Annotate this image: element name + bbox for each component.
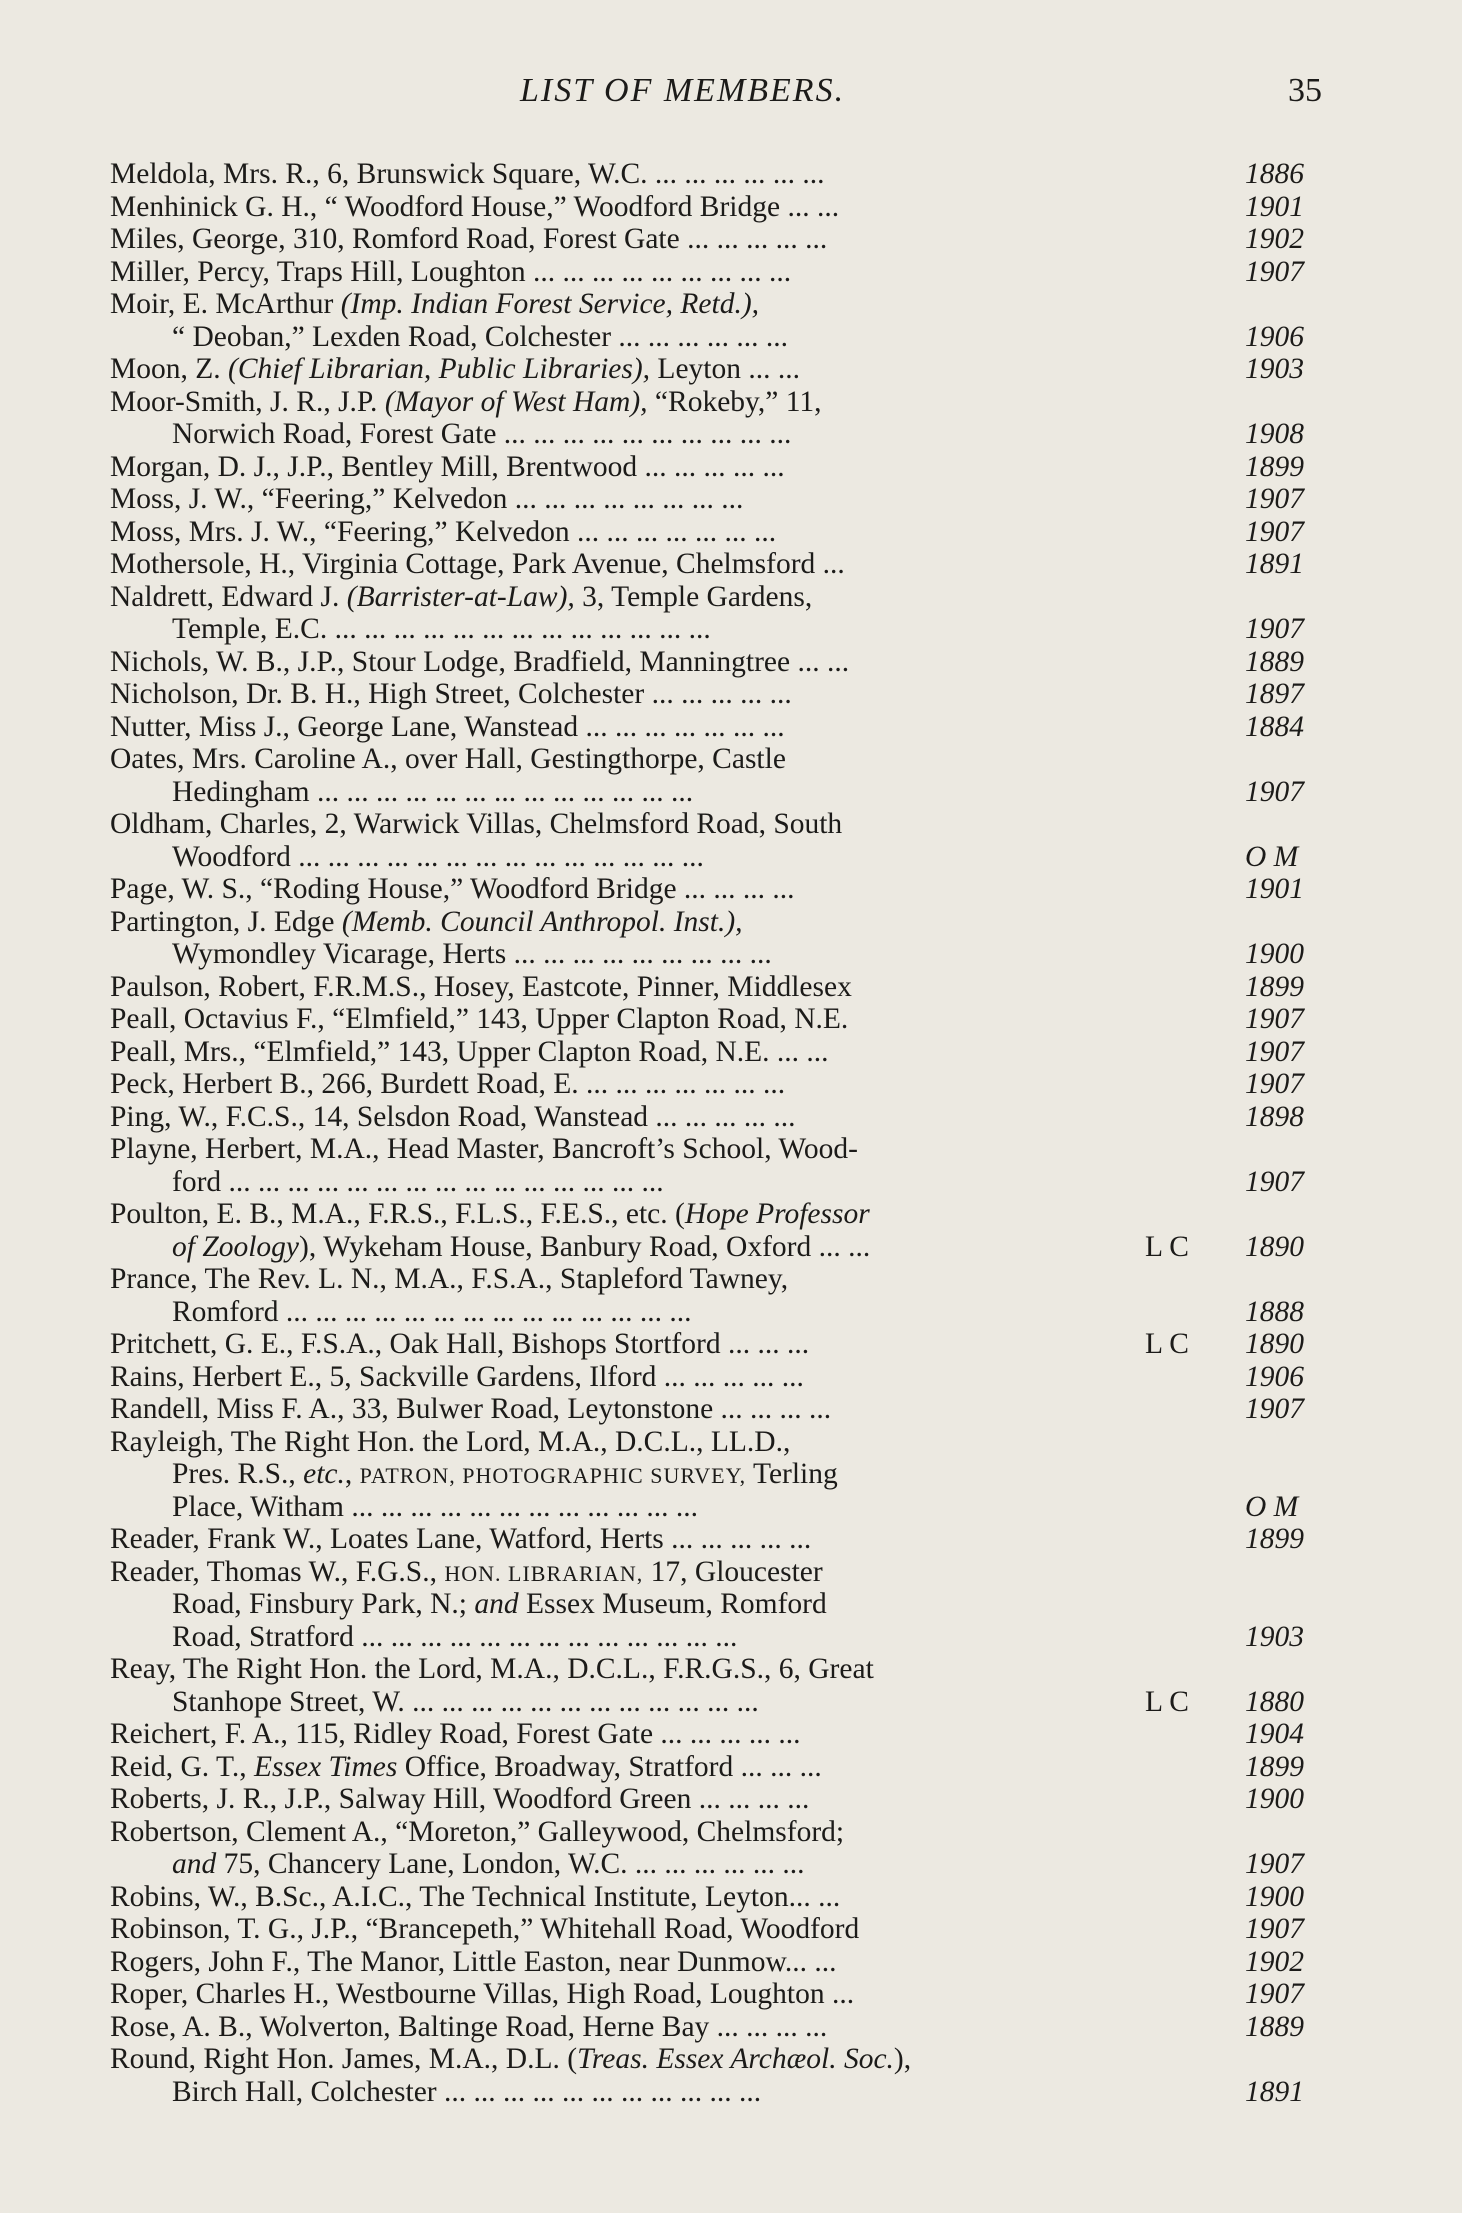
text-segment: Wymondley Vicarage, Herts ... ... ... ... ... ... ... ... ... (172, 938, 772, 970)
member-address-line (110, 321, 1125, 354)
text-segment: Partington, J. Edge (110, 905, 342, 938)
member-entry (110, 223, 1370, 256)
member-entry (110, 191, 1370, 224)
text-segment: Moss, Mrs. J. W., “Feering,” Kelvedon ... ... ... ... ... ... ... (110, 515, 777, 548)
member-year: 1907 (1245, 1393, 1304, 1425)
text-segment: Hedingham ... ... ... ... ... ... ... ... ... ... ... ... ... (172, 775, 694, 808)
text-segment: Miles, George, 310, Romford Road, Forest Gate ... ... ... ... ... (110, 223, 828, 255)
member-entry (110, 1653, 1370, 1718)
member-year: 1901 (1245, 190, 1304, 223)
member-address-line (110, 418, 1125, 451)
member-entry (110, 1523, 1370, 1556)
member-year: 1890 (1245, 1328, 1304, 1360)
member-entry (110, 2043, 1370, 2108)
text-segment: Nutter, Miss J., George Lane, Wanstead ... ... ... ... ... ... ... (110, 710, 785, 743)
member-name-line (110, 353, 1125, 386)
member-class-mark (1145, 711, 1225, 744)
text-segment: Rayleigh, The Right Hon. the Lord, M.A., D.C.L., LL.D., (110, 1425, 791, 1458)
member-address-line (110, 1491, 1125, 1524)
member-address-line (110, 776, 1125, 809)
member-year: 1907 (1245, 1978, 1304, 2010)
text-segment: Nicholson, Dr. B. H., High Street, Colchester ... ... ... ... ... (110, 678, 792, 710)
member-class-mark (1145, 1783, 1225, 1816)
member-name-line (110, 2043, 1125, 2076)
member-address-line (110, 1848, 1125, 1881)
member-entry (110, 711, 1370, 744)
member-name-line (110, 1036, 1125, 1069)
member-class-mark (1145, 1913, 1225, 1946)
member-entry (110, 1426, 1370, 1524)
member-address-line (110, 2076, 1125, 2109)
member-class-mark (1145, 321, 1225, 354)
member-address-line (110, 1166, 1125, 1199)
member-name-line (110, 1426, 1125, 1459)
member-entry (110, 678, 1370, 711)
text-segment: Paulson, Robert, F.R.M.S., Hosey, Eastcote, Pinner, Middlesex (110, 970, 852, 1003)
text-segment: Birch Hall, Colchester ... ... ... ... ... ... ... ... ... ... ... (172, 2075, 762, 2108)
text-segment: (Chief Librarian, Public Libraries), (228, 353, 651, 385)
text-segment: 75, Chancery Lane, London, W.C. ... ... ... ... ... ... (216, 1848, 805, 1880)
member-year: 1891 (1245, 2075, 1304, 2108)
member-name-line (110, 2011, 1125, 2044)
text-segment: Robinson, T. G., J.P., “Brancepeth,” Whitehall Road, Woodford (110, 1913, 860, 1945)
member-year: 1903 (1245, 1620, 1304, 1653)
member-class-mark (1145, 1848, 1225, 1881)
text-segment: ), (893, 2043, 912, 2075)
text-segment: PATRON, PHOTOGRAPHIC SURVEY, (359, 1463, 747, 1488)
member-year: O M (1245, 840, 1299, 873)
member-name-line (110, 288, 1125, 321)
member-class-mark (1145, 1361, 1225, 1394)
member-year: 1886 (1245, 158, 1304, 190)
member-entry (110, 1003, 1370, 1036)
member-year: 1907 (1245, 1165, 1304, 1198)
text-segment: Mothersole, H., Virginia Cottage, Park Avenue, Chelmsford ... (110, 548, 845, 580)
member-year: 1900 (1245, 1783, 1304, 1815)
text-segment: and (172, 1848, 217, 1880)
member-year: 1900 (1245, 938, 1304, 970)
text-segment: (Memb. Council Anthropol. Inst.), (341, 905, 743, 938)
member-entry (110, 548, 1370, 581)
member-name-line (110, 1978, 1125, 2011)
member-class-mark (1145, 776, 1225, 809)
text-segment: Moss, J. W., “Feering,” Kelvedon ... ... ... ... ... ... ... ... (110, 483, 744, 515)
member-name-line (110, 873, 1125, 906)
member-entry (110, 808, 1370, 873)
member-name-line (110, 1101, 1125, 1134)
member-entry (110, 1198, 1370, 1263)
member-entry (110, 158, 1370, 191)
member-entry (110, 743, 1370, 808)
member-address-line (110, 1231, 1125, 1264)
text-segment: Place, Witham ... ... ... ... ... ... ... ... ... ... ... ... (172, 1490, 698, 1523)
text-segment: Temple, E.C. ... ... ... ... ... ... ... ... ... ... ... ... ... (172, 613, 711, 645)
member-entry (110, 906, 1370, 971)
member-class-mark (1145, 971, 1225, 1004)
member-entry (110, 971, 1370, 1004)
member-name-line (110, 678, 1125, 711)
member-year: 1907 (1245, 1848, 1304, 1880)
member-class-mark: L C (1145, 1230, 1189, 1263)
member-name-line (110, 1393, 1125, 1426)
member-year: 1899 (1245, 450, 1304, 483)
member-name-line (110, 191, 1125, 224)
member-name-line (110, 1361, 1125, 1394)
member-year: 1907 (1245, 1913, 1304, 1945)
member-class-mark (1145, 873, 1225, 906)
text-segment: Peall, Octavius F., “Elmfield,” 143, Upper Clapton Road, N.E. (110, 1003, 849, 1035)
member-class-mark (1145, 1101, 1225, 1134)
member-class-mark (1145, 1751, 1225, 1784)
member-name-line (110, 1946, 1125, 1979)
member-class-mark (1145, 1523, 1225, 1556)
member-class-mark (1145, 1978, 1225, 2011)
member-entry (110, 1556, 1370, 1654)
text-segment: Miller, Percy, Traps Hill, Loughton ... ... ... ... ... ... ... ... ... (110, 255, 792, 288)
text-segment: ford ... ... ... ... ... ... ... ... ... ... ... ... ... ... ... (172, 1165, 664, 1198)
member-year: 1897 (1245, 678, 1304, 710)
member-class-mark (1145, 1166, 1225, 1199)
member-entry (110, 1036, 1370, 1069)
member-class-mark (1145, 1491, 1225, 1524)
member-year: 1884 (1245, 710, 1304, 743)
text-segment: Norwich Road, Forest Gate ... ... ... ... ... ... ... ... ... ... (172, 418, 792, 450)
member-year: 1907 (1245, 1068, 1304, 1100)
member-class-mark (1145, 418, 1225, 451)
text-segment: Nichols, W. B., J.P., Stour Lodge, Bradfield, Manningtree ... ... (110, 645, 850, 678)
member-entry (110, 1328, 1370, 1361)
member-entry (110, 1946, 1370, 1979)
member-name-line (110, 451, 1125, 484)
text-segment: “ Deoban,” Lexden Road, Colchester ... ... ... ... ... ... (172, 320, 789, 353)
member-entry (110, 1101, 1370, 1134)
member-year: 1907 (1245, 515, 1304, 548)
text-segment: Oldham, Charles, 2, Warwick Villas, Chelmsford Road, South (110, 808, 843, 840)
text-segment: Romford ... ... ... ... ... ... ... ... ... ... ... ... ... ... (172, 1295, 692, 1328)
member-address-line (110, 1686, 1125, 1719)
text-segment: Robertson, Clement A., “Moreton,” Galleywood, Chelmsford; (110, 1815, 845, 1848)
member-name-line (110, 1556, 1125, 1589)
member-class-mark (1145, 1003, 1225, 1036)
member-year: 1899 (1245, 1750, 1304, 1783)
text-segment: Rose, A. B., Wolverton, Baltinge Road, Herne Bay ... ... ... ... (110, 2010, 828, 2043)
member-entry (110, 451, 1370, 484)
member-year: 1889 (1245, 2010, 1304, 2043)
text-segment: Treas. Essex Archæol. Soc. (577, 2043, 894, 2075)
member-class-mark (1145, 191, 1225, 224)
member-year: 1907 (1245, 775, 1304, 808)
text-segment: Woodford ... ... ... ... ... ... ... ... ... ... ... ... ... ... (172, 840, 704, 873)
member-name-line (110, 808, 1125, 841)
member-year: 1907 (1245, 613, 1304, 645)
member-year: 1891 (1245, 548, 1304, 580)
member-name-line (110, 906, 1125, 939)
text-segment: Road, Finsbury Park, N.; (172, 1588, 475, 1620)
text-segment: Hope Professor (684, 1198, 870, 1230)
member-entry (110, 581, 1370, 646)
member-entry (110, 1263, 1370, 1328)
text-segment: “Rokeby,” 11, (647, 385, 822, 418)
text-segment: Morgan, D. J., J.P., Bentley Mill, Brentwood ... ... ... ... ... (110, 450, 785, 483)
member-entry (110, 873, 1370, 906)
member-name-line (110, 1263, 1125, 1296)
text-segment: Round, Right Hon. James, M.A., D.L. ( (110, 2043, 578, 2075)
member-name-line (110, 1328, 1125, 1361)
member-year: 1902 (1245, 1945, 1304, 1978)
member-name-line (110, 256, 1125, 289)
member-name-line (110, 1783, 1125, 1816)
member-year: 1890 (1245, 1230, 1304, 1263)
text-segment: Pres. R.S., (172, 1458, 304, 1490)
member-entry (110, 1783, 1370, 1816)
text-segment: Reid, G. T., (110, 1750, 254, 1783)
page-header (0, 72, 1462, 122)
text-segment: and (474, 1588, 519, 1620)
member-name-line (110, 581, 1125, 614)
member-class-mark (1145, 2011, 1225, 2044)
text-segment: Oates, Mrs. Caroline A., over Hall, Gestingthorpe, Castle (110, 743, 786, 775)
member-year: 1906 (1245, 320, 1304, 353)
member-class-mark (1145, 1296, 1225, 1329)
text-segment: Peall, Mrs., “Elmfield,” 143, Upper Clapton Road, N.E. ... ... (110, 1035, 829, 1068)
text-segment: Essex Museum, Romford (518, 1588, 827, 1620)
member-name-line (110, 1133, 1125, 1166)
member-class-mark (1145, 353, 1225, 386)
member-address-line (110, 841, 1125, 874)
member-address-line (110, 1458, 1125, 1491)
text-segment: (Imp. Indian Forest Service, Retd.), (340, 288, 760, 320)
member-year: 1907 (1245, 483, 1304, 515)
member-entry (110, 1978, 1370, 2011)
text-segment: of Zoology (172, 1230, 300, 1263)
member-class-mark (1145, 223, 1225, 256)
text-segment: Rogers, John F., The Manor, Little Easton, near Dunmow... ... (110, 1945, 837, 1978)
member-address-line (110, 613, 1125, 646)
text-segment: Ping, W., F.C.S., 14, Selsdon Road, Wanstead ... ... ... ... ... (110, 1100, 796, 1133)
member-address-line (110, 1621, 1125, 1654)
member-entry (110, 516, 1370, 549)
text-segment: Menhinick G. H., “ Woodford House,” Woodford Bridge ... ... (110, 190, 840, 223)
member-year: 1903 (1245, 353, 1304, 385)
member-name-line (110, 1913, 1125, 1946)
member-name-line (110, 483, 1125, 516)
member-entry (110, 2011, 1370, 2044)
text-segment: Roberts, J. R., J.P., Salway Hill, Woodford Green ... ... ... ... (110, 1783, 810, 1815)
text-segment: Rains, Herbert E., 5, Sackville Gardens, Ilford ... ... ... ... ... (110, 1360, 804, 1393)
member-year: 1907 (1245, 1035, 1304, 1068)
member-class-mark (1145, 2076, 1225, 2109)
member-class-mark (1145, 256, 1225, 289)
member-year: 1880 (1245, 1685, 1304, 1718)
member-class-mark (1145, 1036, 1225, 1069)
member-class-mark (1145, 841, 1225, 874)
member-entry (110, 646, 1370, 679)
member-name-line (110, 1068, 1125, 1101)
member-year: 1902 (1245, 223, 1304, 255)
member-entry (110, 353, 1370, 386)
member-year: 1906 (1245, 1360, 1304, 1393)
member-year: 1908 (1245, 418, 1304, 450)
member-entry (110, 483, 1370, 516)
text-segment: 17, Gloucester (643, 1555, 823, 1588)
member-class-mark (1145, 158, 1225, 191)
page-title: LIST OF MEMBERS. (520, 72, 846, 109)
text-segment: Poulton, E. B., M.A., F.R.S., F.L.S., F.E.S., etc. ( (110, 1198, 685, 1230)
text-segment: Meldola, Mrs. R., 6, Brunswick Square, W.C. ... ... ... ... ... ... (110, 158, 825, 190)
text-segment: Playne, Herbert, M.A., Head Master, Bancroft’s School, Wood- (110, 1133, 858, 1165)
text-segment: Randell, Miss F. A., 33, Bulwer Road, Leytonstone ... ... ... ... (110, 1393, 832, 1425)
member-name-line (110, 1718, 1125, 1751)
member-year: 1898 (1245, 1100, 1304, 1133)
member-list (110, 158, 1370, 2108)
text-segment: Reader, Frank W., Loates Lane, Watford, Herts ... ... ... ... ... (110, 1523, 812, 1555)
member-name-line (110, 516, 1125, 549)
member-year: 1888 (1245, 1295, 1304, 1328)
member-address-line (110, 1588, 1125, 1621)
member-entry (110, 1068, 1370, 1101)
member-entry (110, 1133, 1370, 1198)
text-segment: Naldrett, Edward J. (110, 580, 347, 613)
member-class-mark (1145, 938, 1225, 971)
member-address-line (110, 938, 1125, 971)
text-segment: HON. LIBRARIAN, (444, 1560, 644, 1586)
member-class-mark: L C (1145, 1685, 1189, 1718)
text-segment: Pritchett, G. E., F.S.A., Oak Hall, Bishops Stortford ... ... ... (110, 1328, 810, 1360)
text-segment: Office, Broadway, Stratford ... ... ... (397, 1750, 822, 1783)
member-class-mark (1145, 1946, 1225, 1979)
member-class-mark (1145, 1393, 1225, 1426)
member-class-mark (1145, 548, 1225, 581)
text-segment: Moon, Z. (110, 353, 228, 385)
member-year: 1907 (1245, 1003, 1304, 1035)
member-entry (110, 288, 1370, 353)
text-segment: Reichert, F. A., 115, Ridley Road, Forest Gate ... ... ... ... ... (110, 1718, 801, 1750)
text-segment: (Mayor of West Ham), (384, 385, 648, 418)
member-class-mark (1145, 613, 1225, 646)
member-class-mark (1145, 678, 1225, 711)
member-year: 1899 (1245, 1523, 1304, 1555)
member-class-mark (1145, 1881, 1225, 1914)
text-segment: Reader, Thomas W., F.G.S., (110, 1555, 445, 1588)
member-name-line (110, 743, 1125, 776)
member-address-line (110, 1296, 1125, 1329)
member-entry (110, 1913, 1370, 1946)
member-name-line (110, 223, 1125, 256)
text-segment: (Barrister-at-Law), (346, 580, 575, 613)
member-year: 1900 (1245, 1880, 1304, 1913)
text-segment: Leyton ... ... (650, 353, 800, 385)
text-segment: Terling (746, 1458, 838, 1490)
member-class-mark (1145, 1068, 1225, 1101)
text-segment: ), Wykeham House, Banbury Road, Oxford ... ... (299, 1230, 871, 1263)
member-year: 1907 (1245, 255, 1304, 288)
text-segment: Roper, Charles H., Westbourne Villas, High Road, Loughton ... (110, 1978, 855, 2010)
member-name-line (110, 711, 1125, 744)
member-name-line (110, 1198, 1125, 1231)
member-name-line (110, 646, 1125, 679)
text-segment: Page, W. S., “Roding House,” Woodford Bridge ... ... ... ... (110, 873, 795, 905)
member-class-mark: L C (1145, 1328, 1189, 1360)
member-entry (110, 1816, 1370, 1881)
member-year: 1901 (1245, 873, 1304, 905)
member-entry (110, 386, 1370, 451)
text-segment: Peck, Herbert B., 266, Burdett Road, E. ... ... ... ... ... ... ... (110, 1068, 786, 1100)
member-name-line (110, 1881, 1125, 1914)
member-class-mark (1145, 483, 1225, 516)
member-name-line (110, 1816, 1125, 1849)
member-name-line (110, 158, 1125, 191)
member-name-line (110, 548, 1125, 581)
member-class-mark (1145, 1621, 1225, 1654)
member-class-mark (1145, 646, 1225, 679)
member-class-mark (1145, 516, 1225, 549)
text-segment: 3, Temple Gardens, (574, 580, 813, 613)
member-entry (110, 1751, 1370, 1784)
text-segment: Essex Times (253, 1750, 398, 1783)
member-year: O M (1245, 1490, 1299, 1523)
text-segment: Reay, The Right Hon. the Lord, M.A., D.C.L., F.R.G.S., 6, Great (110, 1653, 874, 1685)
text-segment: Prance, The Rev. L. N., M.A., F.S.A., Stapleford Tawney, (110, 1263, 789, 1295)
member-name-line (110, 1751, 1125, 1784)
text-segment: etc. (303, 1458, 345, 1490)
member-class-mark (1145, 1718, 1225, 1751)
text-segment: Moor-Smith, J. R., J.P. (110, 385, 385, 418)
member-entry (110, 1718, 1370, 1751)
text-segment: Robins, W., B.Sc., A.I.C., The Technical Institute, Leyton... ... (110, 1880, 841, 1913)
member-class-mark (1145, 451, 1225, 484)
member-year: 1889 (1245, 645, 1304, 678)
member-name-line (110, 1653, 1125, 1686)
text-segment: Moir, E. McArthur (110, 288, 341, 320)
member-entry (110, 1361, 1370, 1394)
text-segment: , (344, 1458, 360, 1490)
member-year: 1904 (1245, 1718, 1304, 1750)
member-name-line (110, 1003, 1125, 1036)
member-name-line (110, 386, 1125, 419)
member-name-line (110, 1523, 1125, 1556)
member-entry (110, 256, 1370, 289)
member-entry (110, 1881, 1370, 1914)
member-entry (110, 1393, 1370, 1426)
page-number: 35 (1288, 72, 1322, 109)
text-segment: Road, Stratford ... ... ... ... ... ... ... ... ... ... ... ... ... (172, 1620, 738, 1653)
member-name-line (110, 971, 1125, 1004)
text-segment: Stanhope Street, W. ... ... ... ... ... ... ... ... ... ... ... ... (172, 1685, 759, 1718)
member-year: 1899 (1245, 970, 1304, 1003)
